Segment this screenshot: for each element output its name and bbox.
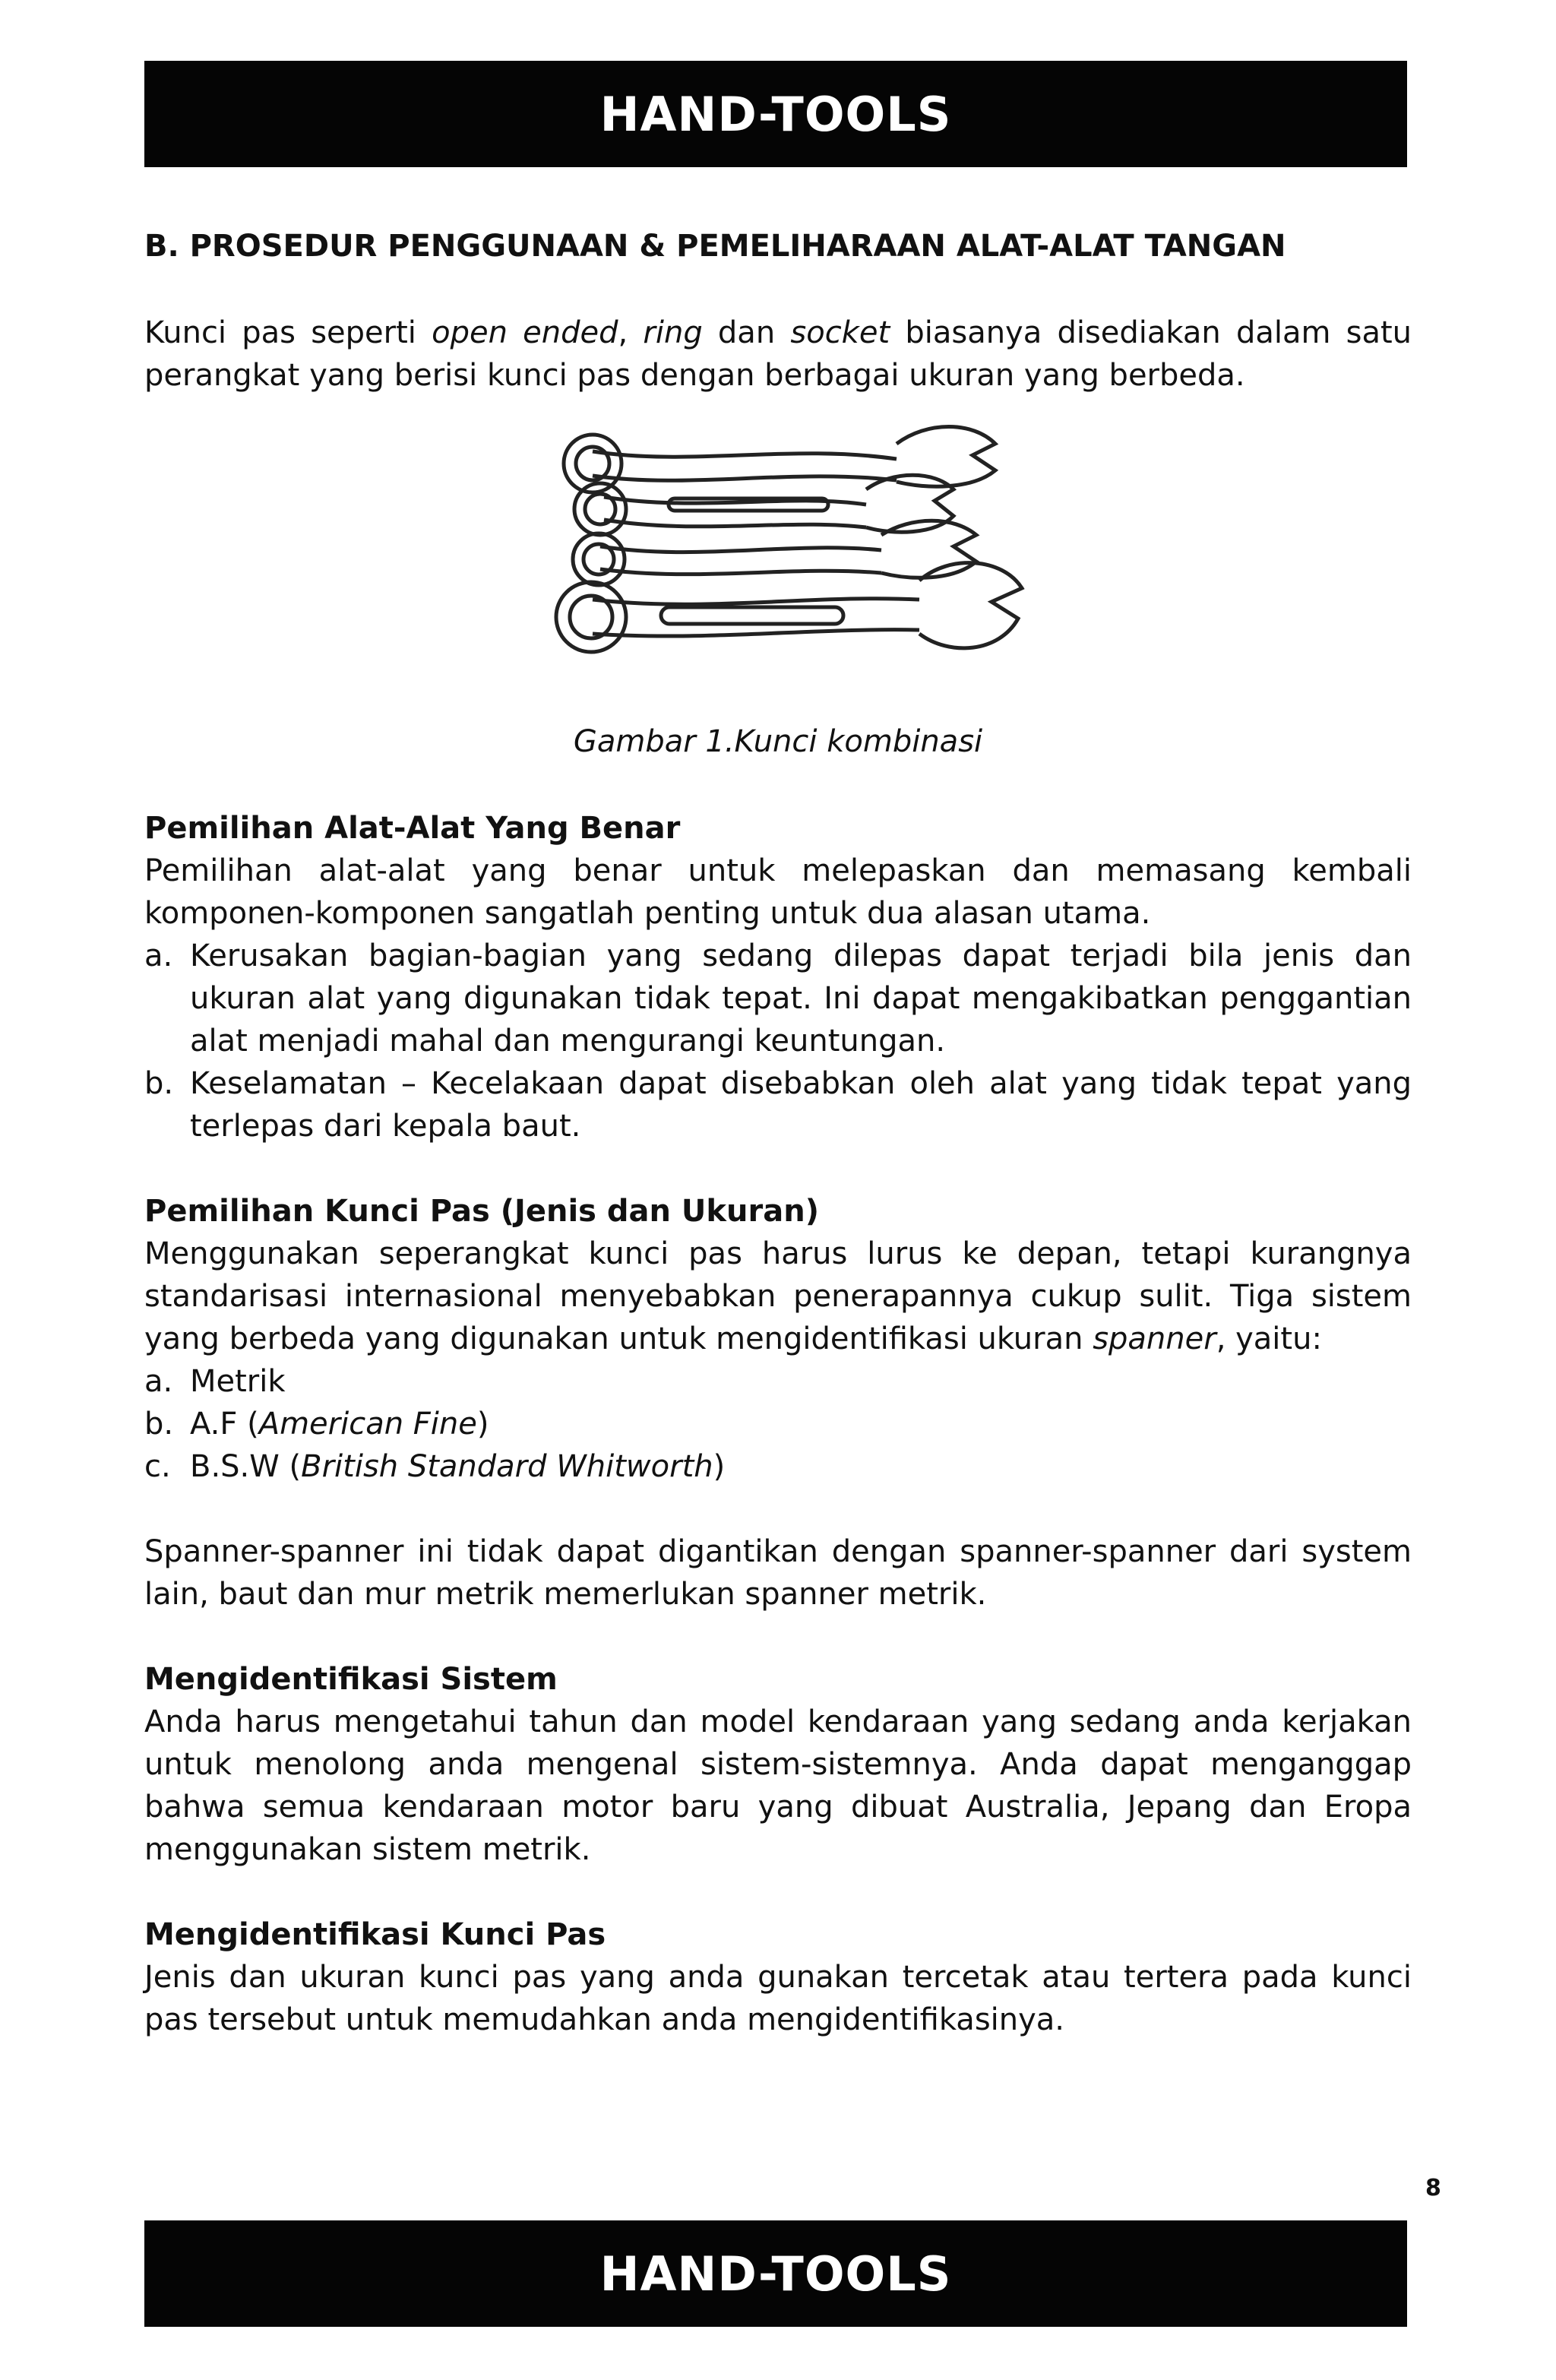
spanner-note-paragraph: Spanner-spanner ini tidak dapat digantikan dengan spanner-spanner dari system lain, baut dan mur metrik memerlukan spanner metrik. (144, 1534, 1412, 1612)
heading-pemilihan-kunci: Pemilihan Kunci Pas (Jenis dan Ukuran) (144, 1194, 819, 1229)
list-marker: a. (144, 938, 173, 973)
list-text: Keselamatan – Kecelakaan dapat disebabkan oleh alat yang tidak tepat yang terlepas dari kepala baut. (190, 1066, 1412, 1144)
intro-text: dan (702, 315, 791, 350)
list-text: B.S.W (British Standard Whitworth) (190, 1449, 726, 1484)
list-text: A.F (American Fine) (190, 1407, 489, 1442)
heading-identifikasi-kunci: Mengidentifikasi Kunci Pas (144, 1917, 606, 1952)
list-text: Metrik (190, 1364, 286, 1399)
list-item (144, 935, 1412, 1062)
list-item (144, 1445, 1412, 1488)
intro-term-socket: socket (790, 315, 890, 350)
page-number: 8 (1425, 2175, 1441, 2201)
header-banner: HAND-TOOLS (144, 61, 1407, 167)
list-item (144, 1360, 1412, 1403)
heading-identifikasi-sistem: Mengidentifikasi Sistem (144, 1662, 558, 1697)
wrench-set-figure (144, 413, 1412, 717)
list-marker: b. (144, 1407, 174, 1442)
list-item (144, 1403, 1412, 1445)
footer-banner: HAND-TOOLS (144, 2220, 1407, 2327)
paragraph-text: Menggunakan seperangkat kunci pas harus lurus ke depan, tetapi kurangnya standarisasi internasional menyebabkan penerapannya cukup sulit. Tiga sistem yang berbeda yang digunakan untuk mengidentifikasi ukuran (144, 1236, 1412, 1356)
figure-caption: Gambar 1.Kunci kombinasi (573, 724, 983, 759)
intro-text: biasanya disediakan dalam satu perangkat yang berisi kunci pas dengan berbagai ukuran yang berbeda. (144, 315, 1412, 393)
list-marker: a. (144, 1364, 173, 1399)
identifikasi-kunci-paragraph: Jenis dan ukuran kunci pas yang anda gunakan tercetak atau tertera pada kunci pas tersebut untuk memudahkan anda mengidentifikasinya. (144, 1960, 1412, 2037)
paragraph-text: , yaitu: (1216, 1321, 1322, 1356)
intro-paragraph (144, 312, 1412, 397)
intro-term-ring: ring (643, 315, 703, 350)
combination-wrench-illustration (539, 413, 1026, 717)
page-content (144, 225, 1412, 2041)
list-item (144, 1062, 1412, 1147)
pemilihan-alat-paragraph: Pemilihan alat-alat yang benar untuk melepaskan dan memasang kembali komponen-komponen sangatlah penting untuk dua alasan utama. (144, 853, 1412, 931)
intro-term-open-ended: open ended (432, 315, 618, 350)
intro-text: Kunci pas seperti (144, 315, 432, 350)
list-marker: c. (144, 1449, 171, 1484)
heading-pemilihan-alat: Pemilihan Alat-Alat Yang Benar (144, 811, 681, 846)
pemilihan-kunci-paragraph (144, 1233, 1412, 1360)
list-text: Kerusakan bagian-bagian yang sedang dilepas dapat terjadi bila jenis dan ukuran alat yang digunakan tidak tepat. Ini dapat mengakibatkan penggantian alat menjadi mahal dan mengurangi keuntungan. (190, 938, 1412, 1059)
term-spanner: spanner (1093, 1321, 1216, 1356)
intro-text: , (618, 315, 644, 350)
list-marker: b. (144, 1066, 174, 1101)
identifikasi-sistem-paragraph: Anda harus mengetahui tahun dan model kendaraan yang sedang anda kerjakan untuk menolong anda mengenal sistem-sistemnya. Anda dapat menganggap bahwa semua kendaraan motor baru yang dibuat Australia, Jepang dan Eropa menggunakan sistem metrik. (144, 1704, 1412, 1867)
section-title: B. PROSEDUR PENGGUNAAN & PEMELIHARAAN ALAT-ALAT TANGAN (144, 229, 1286, 264)
